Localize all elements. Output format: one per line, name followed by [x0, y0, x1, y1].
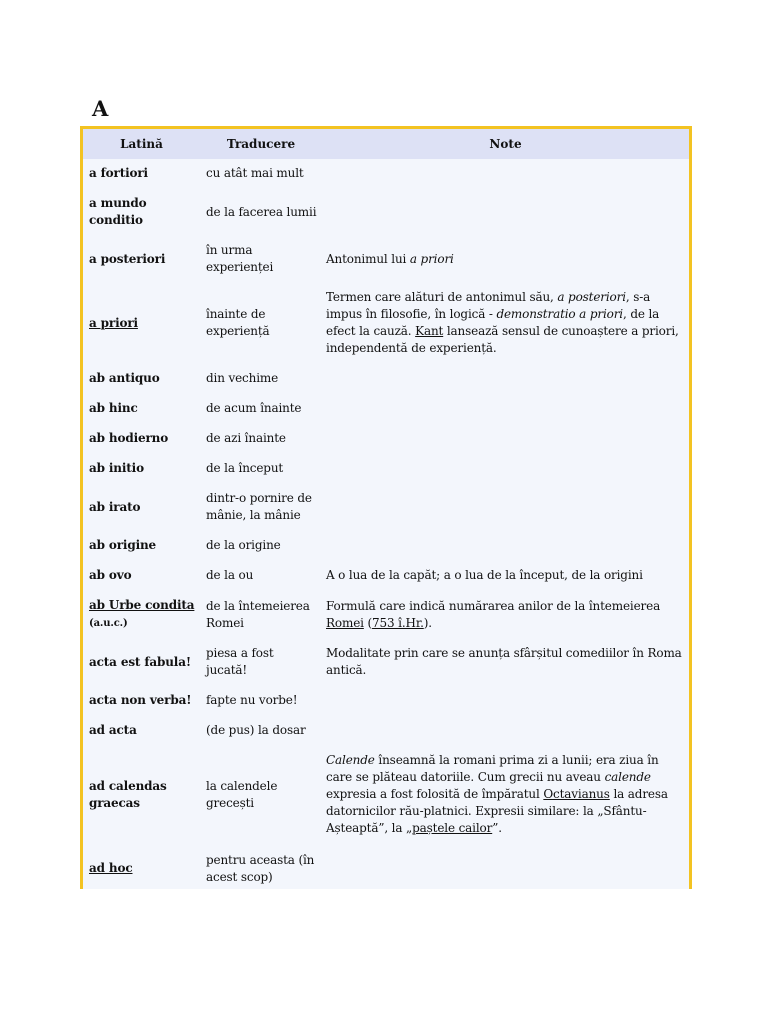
table-row [83, 716, 689, 746]
translation-cell: de la început [206, 461, 284, 475]
header-latin: Latină [83, 129, 200, 159]
note-cell [322, 591, 689, 639]
latin-term: ab antiquo [89, 371, 160, 385]
note-text: ( [363, 615, 373, 630]
note-cell: Modalitate prin care se anunța sfârșitul comediilor în Roma antică. [326, 646, 682, 677]
table-row [83, 236, 689, 283]
note-text: Antonimul lui [326, 251, 410, 266]
header-translation: Traducere [200, 129, 322, 159]
translation-cell: dintr-o pornire de mânie, la mânie [206, 491, 312, 522]
table-row [83, 591, 689, 639]
latin-term: ab ovo [89, 568, 132, 582]
kant-link[interactable]: Kant [415, 324, 444, 338]
year-link[interactable]: 753 î.Hr. [372, 615, 424, 630]
latin-term: a fortiori [89, 166, 148, 180]
table-row [83, 454, 689, 484]
note-text: expresia a fost folosită de împăratul [326, 787, 544, 801]
note-text: înseamnă la romani prima zi a lunii; era ziua în care se plăteau datoriile. Cum grecii nu aveau [326, 753, 659, 784]
table-row [83, 844, 689, 889]
note-italic: calende [604, 770, 651, 784]
latin-term: ab hodierno [89, 431, 169, 445]
romei-link[interactable]: Romei [326, 615, 364, 630]
latin-term-link[interactable] [83, 591, 200, 639]
latin-term-text[interactable]: ab Urbe condita [89, 598, 195, 612]
table-row [83, 159, 689, 189]
note-cell [322, 189, 689, 236]
note-cell [322, 531, 689, 561]
latin-expressions-table [83, 129, 689, 889]
note-cell: A o lua de la capăt; a o lua de la început, de la origini [326, 568, 643, 582]
dictionary-table-frame [80, 126, 692, 889]
latin-abbreviation: (a.u.c.) [89, 618, 128, 629]
latin-term: ad calendas graecas [89, 778, 167, 810]
translation-cell: înainte de experiență [206, 307, 270, 338]
note-cell [322, 686, 689, 716]
translation-cell: (de pus) la dosar [206, 723, 306, 737]
note-cell [322, 454, 689, 484]
table-row [83, 364, 689, 394]
table-row [83, 424, 689, 454]
latin-term: ab origine [89, 538, 157, 552]
table-row [83, 283, 689, 364]
translation-cell: de acum înainte [206, 401, 302, 415]
note-cell [322, 716, 689, 746]
table-row [83, 531, 689, 561]
note-cell [322, 283, 689, 364]
table-row [83, 746, 689, 844]
note-cell [322, 364, 689, 394]
latin-term: ab irato [89, 499, 141, 514]
octavianus-link[interactable]: Octavianus [543, 787, 610, 801]
note-cell [322, 424, 689, 454]
section-letter-heading: A [92, 96, 109, 121]
table-row [83, 189, 689, 236]
latin-term: ab initio [89, 461, 144, 475]
translation-cell: fapte nu vorbe! [206, 693, 298, 707]
latin-term: acta est fabula! [89, 654, 191, 669]
translation-cell: din vechime [206, 371, 279, 385]
table-header-row [83, 129, 689, 159]
table-row [83, 394, 689, 424]
note-cell [322, 394, 689, 424]
pastele-cailor-link[interactable]: paștele cailor [412, 821, 493, 835]
table-row [83, 686, 689, 716]
translation-cell: pentru aceasta (în acest scop) [206, 852, 315, 884]
note-cell [322, 746, 689, 844]
latin-term: acta non verba! [89, 693, 192, 707]
latin-term: ad acta [89, 723, 137, 737]
note-text: la adresa datornicilor rău-platnici. Expresii similare: la „Sfântu-Așteaptă”, la „ [326, 787, 668, 835]
note-italic: a priori [409, 251, 454, 266]
note-cell [322, 159, 689, 189]
translation-cell: la calendele grecești [206, 778, 278, 810]
latin-term-text[interactable]: ad hoc [89, 861, 133, 875]
note-italic: Calende [326, 753, 375, 767]
latin-term-link[interactable] [83, 844, 200, 889]
note-cell [322, 484, 689, 531]
header-notes: Note [322, 129, 689, 159]
note-text: , de la efect la cauză. [326, 307, 660, 338]
latin-term: ab hinc [89, 401, 138, 415]
note-text: ). [423, 615, 432, 630]
latin-term: a mundo conditio [89, 196, 147, 227]
translation-cell: de la ou [206, 568, 254, 582]
note-cell [322, 236, 689, 283]
note-italic: demonstratio a priori [496, 307, 623, 321]
translation-cell: cu atât mai mult [206, 166, 304, 180]
translation-cell: de azi înainte [206, 431, 286, 445]
note-cell [322, 844, 689, 889]
note-text: , s-a impus în filosofie, în logică - [326, 290, 651, 321]
translation-cell: în urma experienței [206, 243, 274, 274]
latin-term: a posteriori [89, 251, 166, 266]
table-row [83, 561, 689, 591]
table-row [83, 484, 689, 531]
translation-cell: de la întemeierea Romei [206, 598, 310, 630]
note-text: Formulă care indică numărarea anilor de la întemeierea [326, 598, 661, 613]
latin-term-text[interactable]: a priori [89, 315, 138, 330]
note-text: lansează sensul de cunoaștere a priori, independentă de experiență. [326, 324, 679, 355]
note-text: ”. [492, 821, 502, 835]
table-row [83, 639, 689, 686]
note-text: Termen care alături de antonimul său, [326, 290, 558, 304]
translation-cell: de la facerea lumii [206, 204, 317, 219]
note-italic: a posteriori [557, 290, 626, 304]
translation-cell: de la origine [206, 538, 281, 552]
translation-cell: piesa a fost jucată! [206, 646, 274, 677]
latin-term-link[interactable] [83, 283, 200, 364]
